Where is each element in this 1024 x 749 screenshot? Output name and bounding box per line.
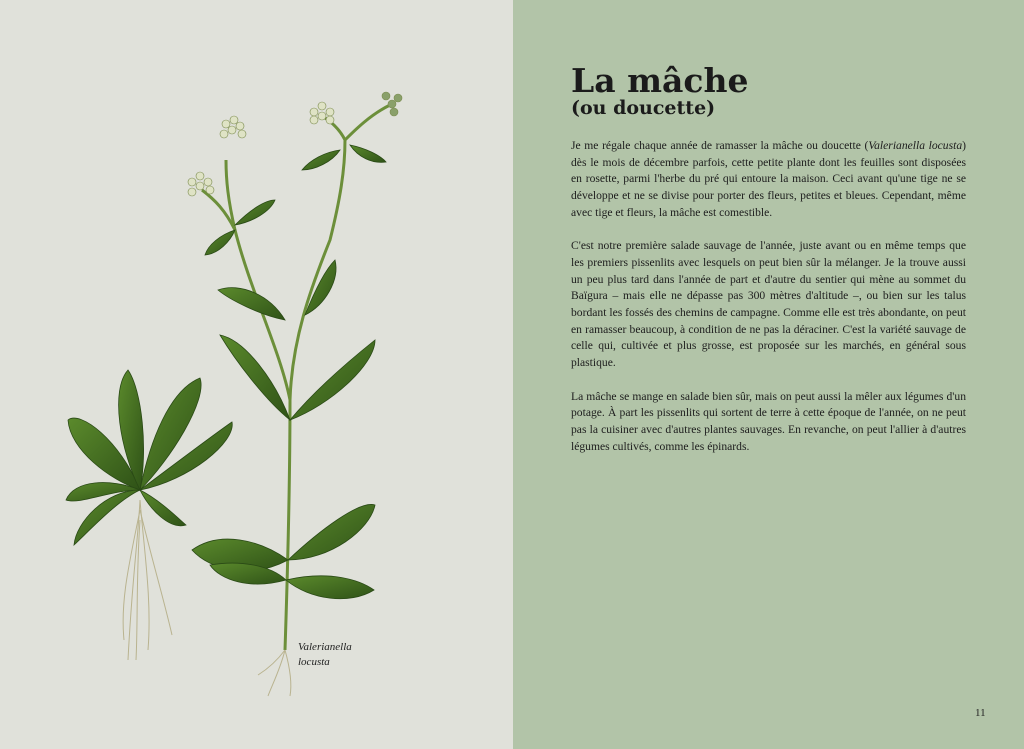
- plant-caption: [298, 640, 352, 670]
- caption-line-2: locusta: [298, 656, 330, 668]
- page-number: 11: [975, 707, 986, 719]
- paragraph-3: La mâche se mange en salade bien sûr, mais on peut aussi la mêler aux légumes d'un potage. À part les pissenlits qui sortent de terre à cette époque de l'année, on ne peut pas la cuisiner avec d'autres plantes sauvages. En revanche, on peut l'allier à d'autres légumes cultivés, comme les épinards.: [571, 389, 966, 453]
- flower-clusters: [188, 92, 402, 196]
- plant-illustration: [40, 60, 460, 700]
- rosette-roots: [123, 500, 172, 660]
- rosette-leaves: [66, 370, 232, 545]
- paragraph-1: Je me régale chaque année de ramasser la mâche ou doucette (Valerianella locusta) dès le mois de décembre parfois, cette petite plante dont les feuilles sont disposées en rosette, parmi l'herbe du pré qui entoure la maison. Ceci avant qu'une tige ne se développe et ne se divise pour porter des fleurs, petites et bleues. Cependant, même avec tige et fleurs, la mâche est comestible.: [571, 139, 967, 219]
- caption-line-1: Valerianella: [298, 641, 352, 653]
- article-title: La mâche: [571, 61, 749, 100]
- paragraph-2: C'est notre première salade sauvage de l'année, juste avant ou en même temps que les premiers pissenlits avec lesquels on peut bien sûr la mélanger. Je la trouve aussi un peu plus tard dans l'année de part et d'autre du sentier qui mène au sommet du Baïgura – mais elle ne dépasse pas 300 mètres d'altitude –, ou bien sur les talus bordant les fossés des chemins de campagne. Comme elle est très abondante, on peut en ramasser beaucoup, à condition de ne pas la déraciner. C'est la variété sauvage de celle qui, cultivée et plus grosse, est proposée sur les marchés, en général sous plastique.: [571, 239, 966, 370]
- latin-name: Valerianella locusta: [868, 139, 963, 152]
- article-body: [571, 138, 966, 472]
- article-subtitle: (ou doucette): [571, 97, 716, 119]
